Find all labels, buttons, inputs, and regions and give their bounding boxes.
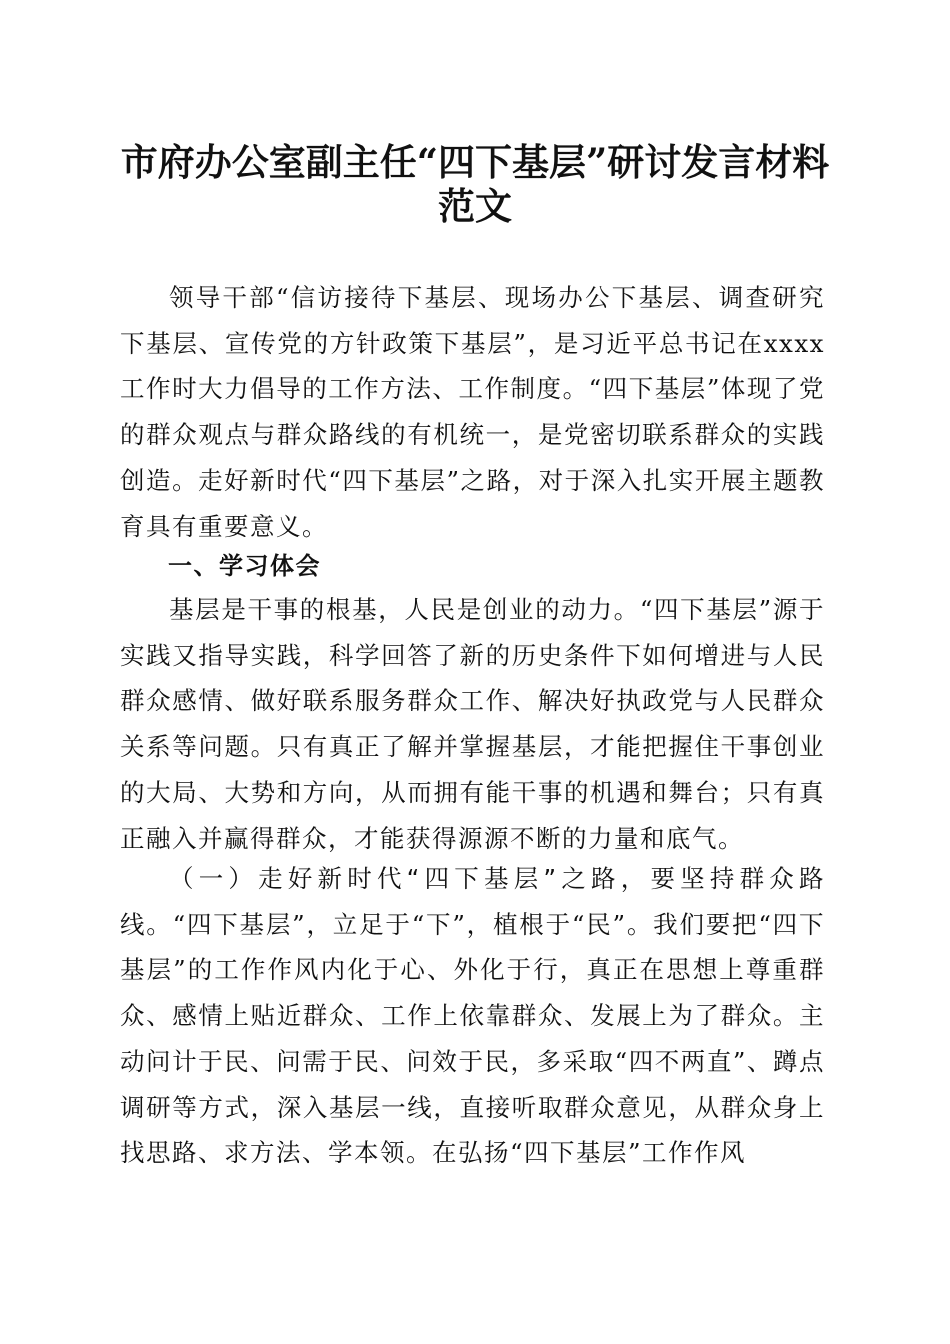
intro-paragraph: 领导干部“信访接待下基层、现场办公下基层、调查研究下基层、宣传党的方针政策下基层”，是习近平总书记在xxxx工作时大力倡导的工作方法、工作制度。“四下基层”体现了党的群众观点与群众路线的有机统一，是党密切联系群众的实践创造。走好新时代“四下基层”之路，对于深入扎实开展主题教育具有重要意义。: [120, 283, 825, 541]
study-paragraph: 基层是干事的根基，人民是创业的动力。“四下基层”源于实践又指导实践，科学回答了新的历史条件下如何增进与人民群众感情、做好联系服务群众工作、解决好执政党与人民群众关系等问题。只有真正了解并掌握基层，才能把握住干事创业的大局、大势和方向，从而拥有能干事的机遇和舞台；只有真正融入并赢得群众，才能获得源源不断的力量和底气。: [120, 595, 825, 853]
mass-line-paragraph: [120, 856, 825, 1176]
section-heading-study: 一、学习体会: [168, 552, 321, 580]
document-title-line1: 市府办公室副主任“四下基层”研讨发言材料: [120, 140, 830, 184]
subsection-heading-mass-line: （一）走好新时代“四下基层”之路，要坚持群众路线。: [120, 864, 825, 939]
document-title-line2: 范文: [438, 184, 512, 228]
mass-line-text: “四下基层”，立足于“下”，植根于“民”。我们要把“四下基层”的工作作风内化于心、外化于行，真正在思想上尊重群众、感情上贴近群众、工作上依靠群众、发展上为了群众。主动问计于民、问需于民、问效于民，多采取“四不两直”、蹲点调研等方式，深入基层一线，直接听取群众意见，从群众身上找思路、求方法、学本领。在弘扬“四下基层”工作作风: [120, 909, 825, 1168]
